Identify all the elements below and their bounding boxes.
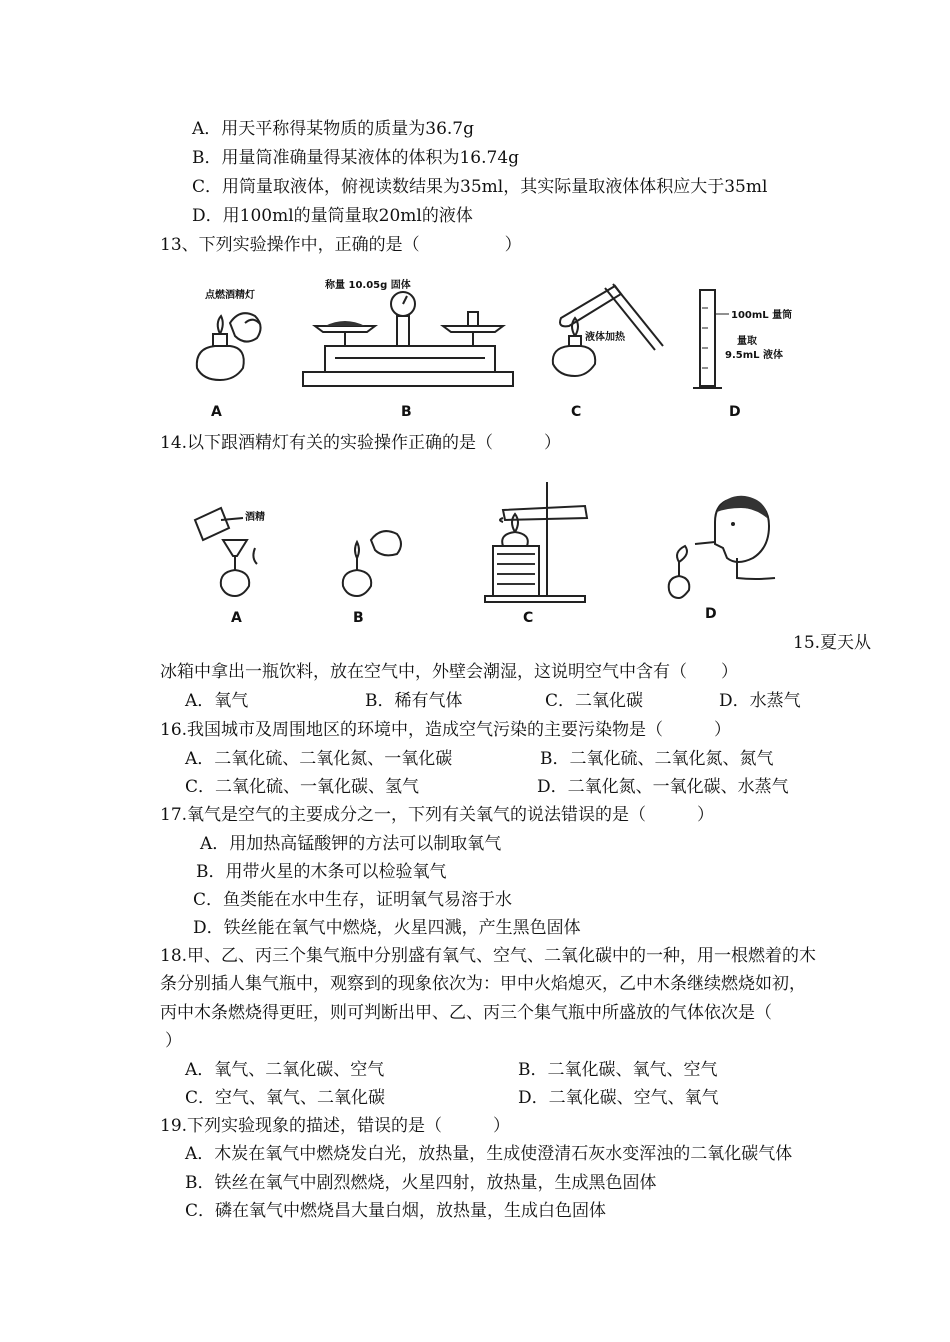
q14-fig-d: [669, 496, 775, 622]
q14-label-c: C: [523, 610, 534, 626]
q15-option-b: B．稀有气体: [365, 691, 463, 711]
q17-option-a: A．用加热高锰酸钾的方法可以制取氧气: [200, 834, 502, 854]
q12-option-d: D．用100ml的量筒量取20ml的液体: [192, 206, 473, 226]
q13-label-c: C: [571, 404, 582, 420]
q12-option-a: A．用天平称得某物质的质量为36.7g: [192, 119, 475, 139]
q12-option-c: C．用筒量取液体，俯视读数结果为35ml，其实际量取液体体积应大于35ml: [192, 177, 768, 197]
q19-option-b: B．铁丝在氧气中剧烈燃烧，火星四射，放热量，生成黑色固体: [185, 1173, 657, 1193]
q14-label-d: D: [705, 606, 717, 622]
q15-option-c: C．二氧化碳: [545, 691, 644, 711]
q14-label-a: A: [231, 610, 242, 626]
q18-option-c: C．空气、氧气、二氧化碳: [185, 1088, 386, 1108]
q17-option-c: C．鱼类能在水中生存，证明氧气易溶于水: [193, 890, 513, 910]
q13-fig-c-text: 液体加热: [585, 332, 625, 343]
q15-option-a: A．氧气: [185, 691, 249, 711]
q14-label-b: B: [353, 610, 364, 626]
q13-label-a: A: [211, 404, 222, 420]
q17-stem: 17.氧气是空气的主要成分之一，下列有关氧气的说法错误的是（ ）: [160, 805, 715, 825]
q18-stem-line1: 18.甲、乙、丙三个集气瓶中分别盛有氧气、空气、二氧化碳中的一种，用一根燃着的木: [160, 946, 817, 966]
q19-stem: 19.下列实验现象的描述，错误的是（ ）: [160, 1116, 511, 1136]
q14-fig-b: [343, 531, 401, 626]
q15-stem-start: 15.夏天从: [793, 633, 872, 653]
q16-option-b: B．二氧化硫、二氧化氮、氮气: [540, 749, 774, 769]
q13-fig-a: [197, 288, 261, 420]
q14-fig-a: [195, 508, 265, 626]
q18-stem-line2: 条分别插人集气瓶中，观察到的现象依次为：甲中火焰熄灭，乙中木条继续燃烧如初，: [160, 974, 806, 994]
q13-fig-b-text: 称量 10.05g 固体: [325, 280, 411, 291]
q15-option-d: D．水蒸气: [719, 691, 801, 711]
q14-fig-c: [485, 482, 587, 626]
q16-stem: 16.我国城市及周围地区的环境中，造成空气污染的主要污染物是（ ）: [160, 720, 732, 740]
q18-stem-line4: ）: [165, 1031, 182, 1051]
q17-option-d: D．铁丝能在氧气中燃烧，火星四溅，产生黑色固体: [193, 918, 581, 938]
q14-stem: 14.以下跟酒精灯有关的实验操作正确的是（ ）: [160, 433, 562, 453]
q13-stem: 13、下列实验操作中，正确的是（ ）: [160, 235, 522, 255]
q18-stem-line3: 丙中木条燃烧得更旺，则可判断出甲、乙、丙三个集气瓶中所盛放的气体依次是（: [160, 1003, 772, 1023]
q13-fig-b: [303, 278, 513, 420]
q16-option-c: C．二氧化硫、一氧化碳、氢气: [185, 777, 420, 797]
q13-fig-d-text3: 9.5mL 液体: [725, 350, 783, 361]
q12-option-b: B．用量筒准确量得某液体的体积为16.74g: [192, 148, 520, 168]
q18-option-d: D．二氧化碳、空气、氧气: [518, 1088, 719, 1108]
q13-fig-d: [693, 290, 792, 420]
q19-option-c: C．磷在氧气中燃烧昌大量白烟，放热量，生成白色固体: [185, 1201, 607, 1221]
q13-fig-d-text2: 量取: [737, 336, 757, 347]
q15-stem-cont: 冰箱中拿出一瓶饮料，放在空气中，外壁会潮湿，这说明空气中含有（ ）: [160, 662, 738, 682]
q17-option-b: B．用带火星的木条可以检验氧气: [196, 862, 447, 882]
q19-option-a: A．木炭在氧气中燃烧发白光，放热量，生成使澄清石灰水变浑浊的二氧化碳气体: [185, 1144, 793, 1164]
q14-fig-a-text: 酒精: [245, 512, 265, 523]
q13-fig-a-text: 点燃酒精灯: [205, 290, 255, 301]
q13-label-d: D: [729, 404, 741, 420]
q13-fig-c: [553, 284, 663, 420]
q13-label-b: B: [401, 404, 412, 420]
q13-figure: [185, 268, 815, 423]
q18-option-b: B．二氧化碳、氧气、空气: [518, 1060, 718, 1080]
q14-figure: [185, 478, 795, 628]
q18-option-a: A．氧气、二氧化碳、空气: [185, 1060, 385, 1080]
q13-fig-d-text1: 100mL 量筒: [731, 310, 793, 321]
q16-option-a: A．二氧化硫、二氧化氮、一氧化碳: [185, 749, 453, 769]
q16-option-d: D．二氧化氮、一氧化碳、水蒸气: [537, 777, 789, 797]
